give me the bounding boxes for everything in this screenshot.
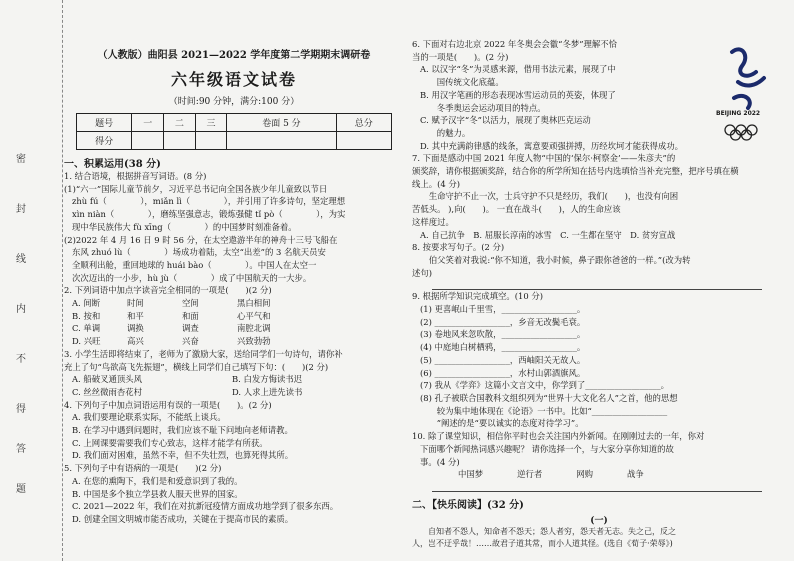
question-line: 现中华民族伟大 fù xīng（ ）的中国梦时刻准备着。	[72, 221, 297, 232]
margin-char: 答	[16, 444, 26, 455]
option-word: 和面	[182, 310, 199, 321]
fill-blank[interactable]: (4) 中庭地白树栖鸦，__________________。	[420, 342, 586, 353]
option: 冬季奥运会运动项目的特点。	[420, 102, 546, 113]
score-cell[interactable]	[164, 132, 196, 150]
option: D. 其中充满韵律感的线条，寓意要顽强拼搏，历经坎坷才能获得成功。	[420, 140, 683, 151]
score-table	[76, 113, 392, 150]
score-header: 一	[132, 114, 164, 132]
option: C. 上网课要需要我们专心致志，这样才能学有所获。	[72, 437, 268, 448]
option: A. 在您的熏陶下，我们是和爱意识到了我的。	[72, 475, 243, 486]
question-line: 10. 除了课堂知识，相信你平时也会关注国内外新闻。在刚刚过去的一年，你对	[412, 431, 705, 442]
question-line: xìn niàn（ ），磨练坚强意志，锻炼强健 tǐ pò（ ），为实	[72, 209, 346, 220]
fill-blank[interactable]: (7) 我从《学弈》这篇小文言文中，你学到了__________________。	[420, 380, 670, 391]
option-word: 兴奋	[182, 336, 199, 347]
option-word: 调换	[127, 323, 144, 334]
question-line: 9. 根据所学知识完成填空。(10 分)	[412, 291, 544, 302]
question-line: ”阐述的是“要以诚实的态度对待学习”。	[420, 418, 584, 429]
question-line: 7. 下面是感动中国 2021 年度人物“中国的‘保尔·柯察金’——朱彦夫”的	[412, 153, 676, 164]
question-line: zhù fú（ ），miǎn lì（ ），并引用了许多诗句，坚定理想	[72, 196, 346, 207]
logo-text: BEIJING 2022	[716, 110, 761, 117]
question-line: 伯父笑着对我说:“你不知道，我小时候，鼻子跟你爸爸的一样。”(改为转	[412, 254, 691, 265]
hot-word: 战争	[627, 469, 644, 480]
passage-title: (一)	[590, 515, 608, 526]
margin-char: 线	[16, 254, 26, 265]
option-row	[64, 322, 404, 335]
option: B. 用汉字笔画的形态表现冰雪运动员的英姿，体现了	[420, 89, 616, 100]
question-line: 5. 下列句子中有语病的一项是( )(2 分)	[64, 463, 222, 474]
passage-line: 自知者不怨人，知命者不怨天；怨人者穷，怨天者无志。失之己，反之	[412, 526, 676, 536]
right-column	[412, 38, 786, 558]
binding-margin	[0, 0, 63, 561]
question-line: 4. 下列句子中加点词语运用有误的一项是( )。(2 分)	[64, 399, 272, 410]
answer-line[interactable]	[432, 279, 762, 290]
question-line: 事。(4 分)	[420, 456, 460, 467]
margin-char: 得	[16, 404, 26, 415]
option: D. 创建全国文明城市能否成功，关键在于提高市民的素质。	[72, 513, 294, 524]
hot-word: 网购	[576, 469, 593, 480]
score-cell[interactable]	[336, 132, 391, 150]
option-word: D. 兴旺	[72, 336, 101, 347]
score-cell[interactable]	[195, 132, 227, 150]
option: A. 船破叉通顶头风	[72, 374, 142, 385]
score-cell[interactable]	[227, 132, 336, 150]
question-line: 6. 下面对右边北京 2022 年冬奥会会徽“冬梦”理解不恰	[412, 39, 617, 49]
option-word: 高兴	[127, 336, 144, 347]
option-word: 南腔北调	[237, 323, 271, 334]
option-row: A. 自己抗争 B. 屈服长淳南的冰雪 C. 一生都在坚守 D. 贫穷宣战	[420, 229, 676, 240]
question-line: 东风 zhuó lù（ ）场成功着陆，太空“出差”的 3 名航天员安	[72, 247, 326, 258]
score-header: 总分	[336, 114, 391, 132]
option-word: B. 按和	[72, 310, 101, 321]
question-line: 3. 小学生活即将结束了，老师为了激励大家，送给同学们一句诗句，请你补	[64, 348, 343, 359]
question-line: 苦低头。 ),向( )。 一直在战斗( )，人的生命应该	[412, 204, 621, 215]
option-word: 和平	[127, 310, 144, 321]
score-header: 三	[195, 114, 227, 132]
margin-char: 题	[16, 484, 26, 495]
answer-line[interactable]	[432, 481, 762, 492]
option: B. 白发方悔读书迟	[232, 374, 303, 385]
option: 国传统文化底蕴。	[420, 77, 504, 88]
score-cell[interactable]	[132, 132, 164, 150]
question-line: (2)2022 年 4 月 16 日 9 时 56 分，在太空遨游半年的神舟十三号飞船在	[64, 234, 338, 245]
margin-char: 封	[16, 204, 26, 215]
option-row	[64, 310, 404, 323]
option-row	[64, 297, 404, 310]
question-line: 全顺利出舱，重回地球的 huái bào（ ）。中国人在太空一	[72, 259, 317, 270]
option: B. 在学习中遇到问题时，我们应该不耻下问地向老师请教。	[72, 425, 293, 436]
passage-line: 人，岂不迂乎哉！……故君子道其常，而小人道其怪。(选自《荀子·荣辱》)	[412, 538, 673, 548]
option-word: C. 单调	[72, 323, 101, 334]
hot-word: 逆行者	[517, 469, 543, 480]
question-line: 1. 结合语境，根据拼音写词语。(8 分)	[64, 171, 207, 181]
fill-blank[interactable]: (1) 更喜岷山千里雪，__________________。	[420, 304, 586, 315]
page-title: 六年级语文试卷	[170, 70, 297, 89]
margin-char: 密	[16, 154, 26, 165]
option-row	[64, 373, 404, 386]
option: C. 2021—2022 年，我们在对抗新冠疫情方面成功地学到了很多东西。	[72, 501, 339, 512]
option-word: 时间	[127, 298, 144, 309]
margin-char: 不	[16, 354, 26, 365]
option: D. 人求上进先读书	[232, 386, 303, 397]
option: C. 丝丝微雨杏花村	[72, 386, 143, 397]
hot-words	[412, 468, 786, 481]
question-line: (8) 孔子被联合国教科文组织列为“世界十大文化名人”之首，他的思想	[420, 392, 678, 403]
left-column	[64, 40, 404, 560]
option-word: 调查	[182, 323, 199, 334]
question-line: 生命守护不止一次，士兵守护不只是经历，我们( )，也没有向困	[412, 191, 679, 202]
question-line: 8. 按要求写句子。(2 分)	[412, 242, 505, 253]
exam-header: （人教版）曲阳县 2021—2022 学年度第二学期期末调研卷	[97, 50, 371, 61]
fill-blank[interactable]: 较为集中地体现在《论语》一书中。比如“__________________	[420, 405, 668, 416]
exam-subtitle: （时间:90 分钟，满分:100 分）	[168, 97, 300, 107]
question-line: 这样度过。	[412, 216, 454, 227]
fill-blank[interactable]: (6) __________________，水村山郭酒旗风。	[420, 367, 586, 378]
section-title: 一、积累运用(38 分)	[64, 159, 161, 170]
question-line: 颁奖辞，请你根据颁奖辞，结合你的所学所知在括号内选填恰当补充完整，把序号填在横	[412, 166, 739, 177]
option-word: 心平气和	[237, 310, 271, 321]
question-line: 当的一项是( )。(2 分)	[412, 51, 509, 62]
option: D. 我们面对困难，虽然不幸，但不失壮烈，也算死得其所。	[72, 450, 294, 461]
hot-word: 中国梦	[458, 469, 484, 480]
question-line: 次次迈出的一小步，hù jù（ ）成了中国航天的一大步。	[72, 272, 312, 283]
option-word: 空间	[182, 298, 199, 309]
section-title: 二、【快乐阅读】(32 分)	[412, 499, 524, 511]
question-line: 2. 下列词语中加点字读音完全相同的一项是( )(2 分)	[64, 285, 272, 296]
fill-blank[interactable]: (2) __________________，乡音无改鬓毛衰。	[420, 316, 586, 327]
score-header: 二	[164, 114, 196, 132]
winter-olympics-logo	[712, 42, 784, 142]
option-word: 兴致勃勃	[237, 336, 271, 347]
option-row	[64, 335, 404, 348]
question-line: 线上。(4 分)	[412, 178, 461, 189]
option: 的魅力。	[420, 127, 471, 138]
question-line: 下面哪个新闻热词感兴趣呢？ 请你选择一个，与大家分享你知道的故	[420, 443, 674, 454]
option-word: A. 间断	[72, 298, 101, 309]
score-header: 卷面 5 分	[227, 114, 336, 132]
option: B. 中国是多个独立学县救人服天世界的国家。	[72, 488, 243, 499]
score-header: 题号	[77, 114, 132, 132]
option: A. 我们要理论联系实际，不能纸上谈兵。	[72, 412, 226, 423]
fill-blank[interactable]: (3) 卷地风来忽吹散，__________________。	[420, 329, 586, 340]
question-line: (1)“六一”国际儿童节前夕，习近平总书记向全国各族少年儿童致以节日	[64, 183, 328, 194]
logo-emblem-icon	[712, 42, 784, 142]
question-line: 充上了句“鸟欲高飞先振翅”，横线上同学们自己填写下句：( )(2 分)	[64, 361, 329, 372]
score-row-label: 得分	[77, 132, 132, 150]
question-line: 述句)	[412, 267, 433, 278]
option-row	[64, 386, 404, 399]
fill-blank[interactable]: (5) __________________，西岫阳关无故人。	[420, 354, 586, 365]
option: C. 赋予汉字“冬”以活力，展现了奥林匹克运动	[420, 115, 591, 126]
margin-char: 内	[16, 304, 26, 315]
option: A. 以汉字“冬”为灵感来源，借用书法元素，展现了中	[420, 64, 616, 75]
option-word: 黑白相间	[237, 298, 271, 309]
